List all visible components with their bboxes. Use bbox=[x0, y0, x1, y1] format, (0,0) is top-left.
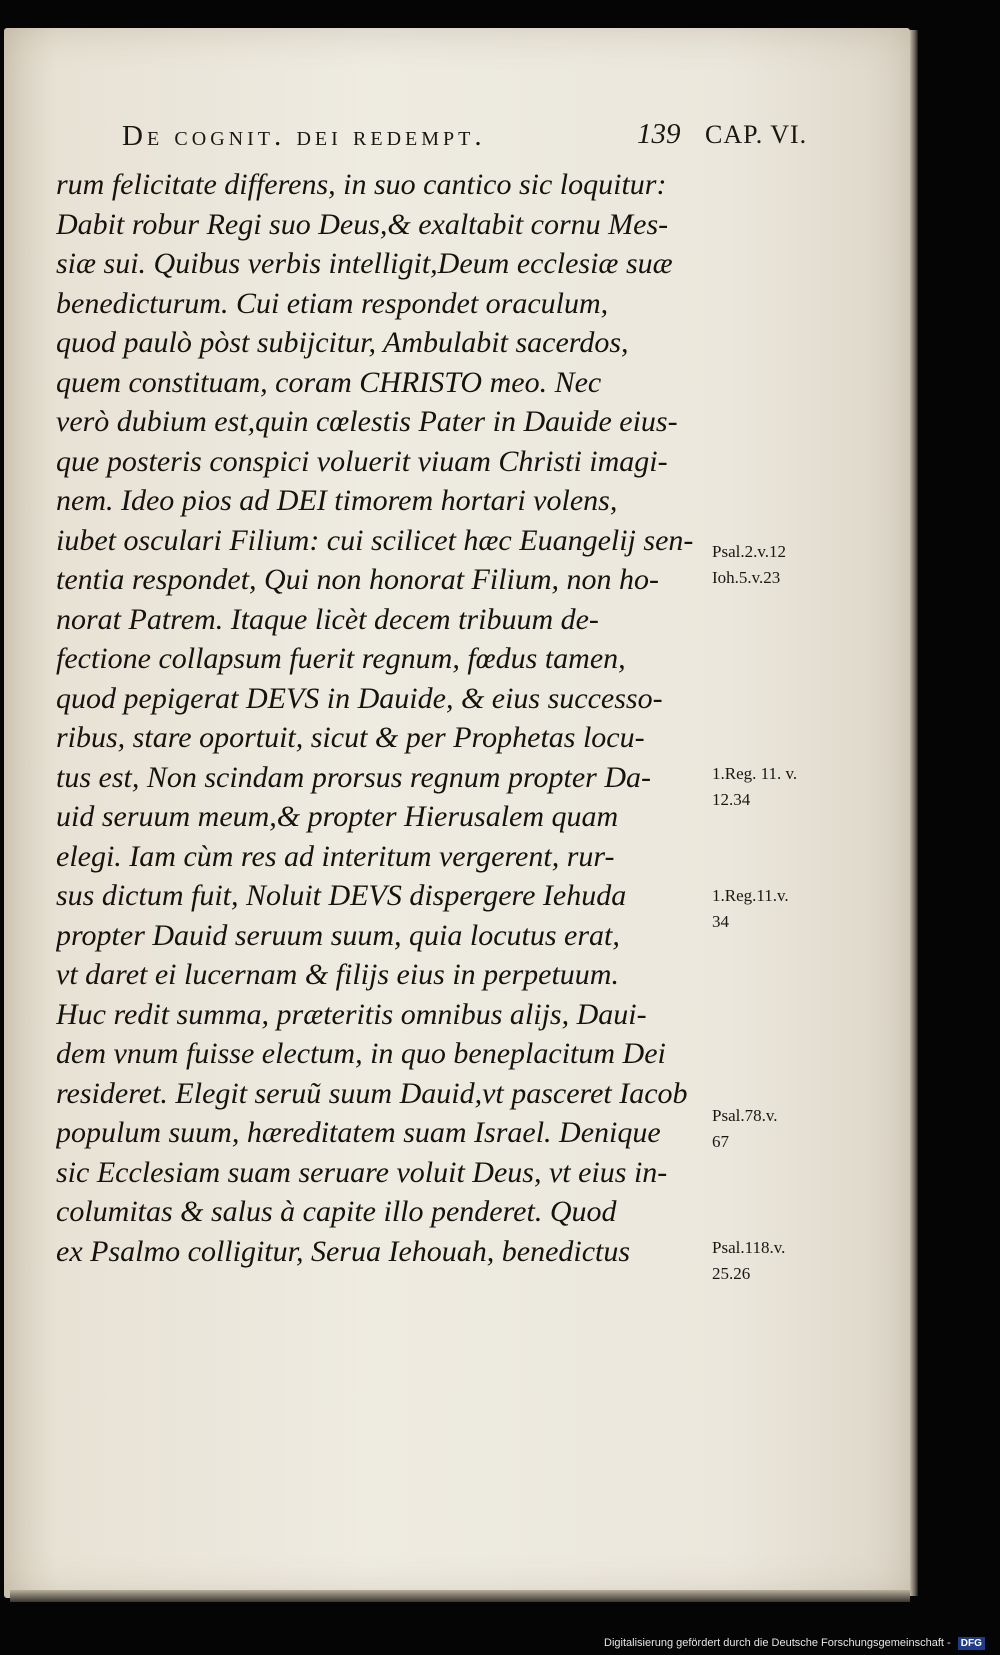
text-line: tus est, Non scindam prorsus regnum propter Da- bbox=[56, 760, 652, 794]
text-line: elegi. Iam cùm res ad interitum vergerent, rur- bbox=[56, 839, 615, 873]
text-line: rum felicitate differens, in suo cantico sic loquitur: bbox=[56, 168, 667, 201]
text-line: siæ sui. Quibus verbis intelligit,Deum ecclesiæ suæ bbox=[56, 247, 673, 280]
margin-reference: 34 bbox=[712, 912, 729, 931]
margin-reference: 1.Reg.11.v. bbox=[712, 886, 789, 905]
text-line: verò dubium est,quin cœlestis Pater in Dauide eius- bbox=[56, 405, 678, 438]
text-line: propter Dauid seruum suum, quia locutus erat, bbox=[56, 918, 620, 952]
body-text bbox=[56, 165, 716, 1271]
text-line: Huc redit summa, præteritis omnibus alijs, Daui- bbox=[56, 997, 647, 1031]
credit-text: Digitalisierung gefördert durch die Deutsche Forschungsgemeinschaft - bbox=[604, 1637, 951, 1649]
text-line: fectione collapsum fuerit regnum, fœdus tamen, bbox=[56, 642, 626, 675]
text-line: Dabit robur Regi suo Deus,& exaltabit cornu Mes- bbox=[56, 207, 669, 241]
text-line: vt daret ei lucernam & filijs eius in perpetuum. bbox=[56, 958, 619, 991]
text-line: sic Ecclesiam suam seruare voluit Deus, vt eius in- bbox=[56, 1155, 668, 1189]
text-line: dem vnum fuisse electum, in quo beneplacitum Dei bbox=[56, 1037, 666, 1070]
text-line: iubet osculari Filium: cui scilicet hæc Euangelij sen- bbox=[56, 523, 694, 557]
page-number: 139 bbox=[637, 118, 681, 150]
text-line: columitas & salus à capite illo penderet. Quod bbox=[56, 1195, 617, 1228]
margin-reference: Psal.2.v.12 bbox=[712, 542, 786, 561]
text-line: benedicturum. Cui etiam respondet oraculum, bbox=[56, 286, 609, 320]
digitization-credit bbox=[604, 1637, 985, 1650]
text-line: ex Psalmo colligitur, Serua Iehouah, benedictus bbox=[56, 1234, 631, 1268]
margin-reference: Psal.118.v. bbox=[712, 1238, 786, 1257]
page-header bbox=[122, 120, 812, 156]
text-line: uid seruum meum,& propter Hierusalem quam bbox=[56, 800, 619, 833]
text-line: nem. Ideo pios ad DEI timorem hortari volens, bbox=[56, 484, 618, 517]
margin-reference: 1.Reg. 11. v. bbox=[712, 764, 798, 783]
text-line: resideret. Elegit seruũ suum Dauid,vt pasceret Iacob bbox=[56, 1076, 688, 1110]
margin-reference: 67 bbox=[712, 1132, 729, 1151]
text-line: quod pepigerat DEVS in Dauide, & eius successo- bbox=[56, 681, 663, 715]
running-head: De cognit. dei redempt. bbox=[122, 120, 486, 152]
text-line: quod paulò pòst subijcitur, Ambulabit sacerdos, bbox=[56, 326, 629, 359]
margin-reference: 25.26 bbox=[712, 1264, 751, 1283]
margin-reference: Ioh.5.v.23 bbox=[712, 568, 781, 587]
text-line: sus dictum fuit, Noluit DEVS dispergere Iehuda bbox=[56, 879, 627, 912]
text-line: ribus, stare oportuit, sicut & per Prophetas locu- bbox=[56, 721, 645, 754]
text-line: que posteris conspici voluerit viuam Christi imagi- bbox=[56, 444, 668, 478]
text-line: tentia respondet, Qui non honorat Filium, non ho- bbox=[56, 563, 660, 596]
text-line: norat Patrem. Itaque licèt decem tribuum de- bbox=[56, 602, 599, 636]
margin-reference: 12.34 bbox=[712, 790, 751, 809]
dfg-logo-badge: DFG bbox=[958, 1637, 985, 1650]
margin-reference: Psal.78.v. bbox=[712, 1106, 778, 1125]
text-line: populum suum, hæreditatem suam Israel. Denique bbox=[56, 1116, 661, 1149]
text-line: quem constituam, coram CHRISTO meo. Nec bbox=[56, 365, 602, 399]
page-bottom-edge bbox=[10, 1590, 910, 1602]
chapter-label: CAP. VI. bbox=[705, 120, 808, 149]
page-edge bbox=[910, 30, 918, 1596]
